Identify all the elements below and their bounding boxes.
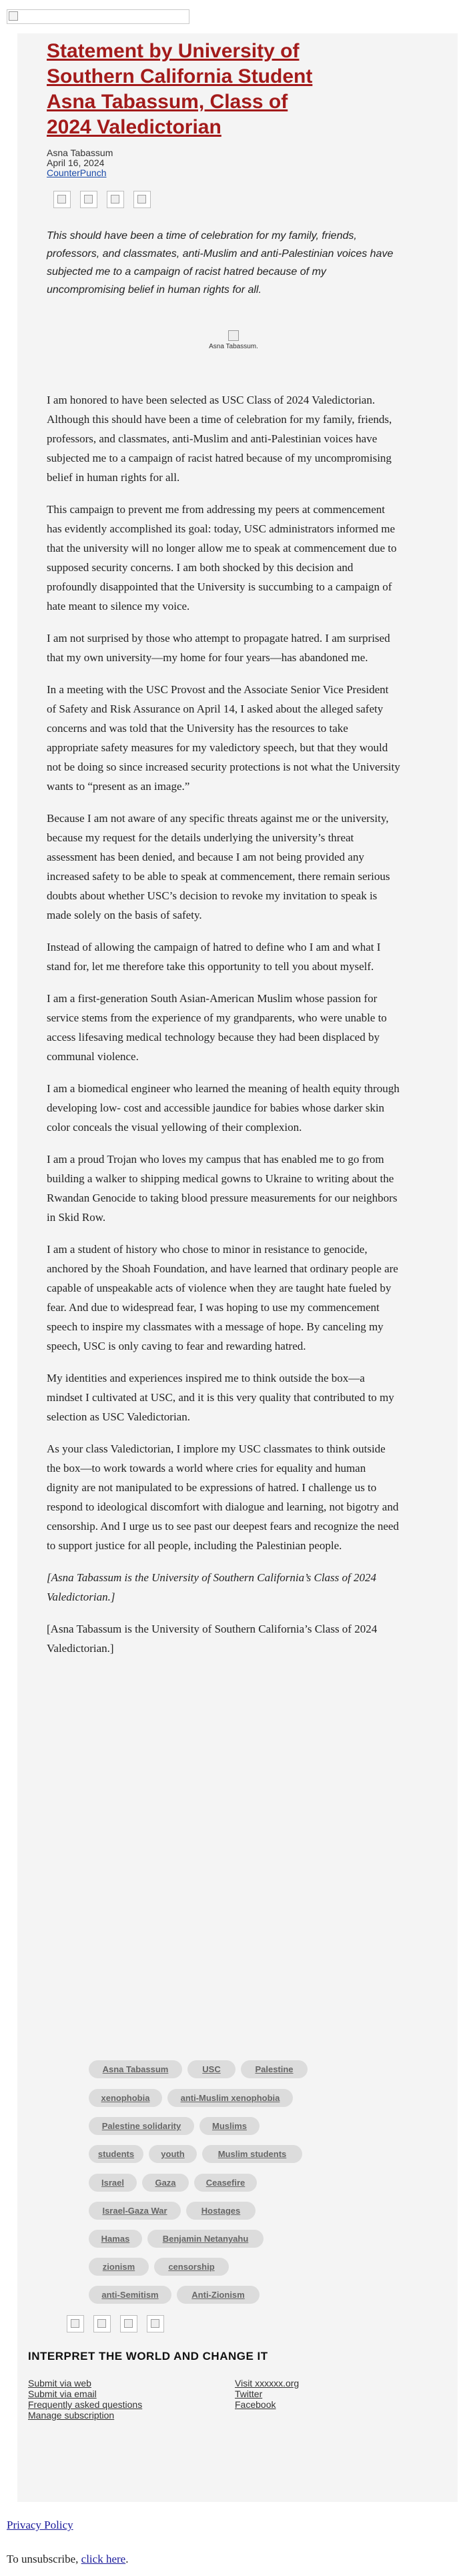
tag[interactable]: students [89, 2145, 143, 2163]
share-icon[interactable] [120, 2315, 137, 2332]
tag[interactable]: anti-Semitism [89, 2286, 171, 2304]
article-paragraph: Instead of allowing the campaign of hatred to define who I am and what I stand for, let me therefore take this opportunity to tell you about myself. [47, 941, 381, 973]
tag[interactable]: USC [187, 2060, 236, 2078]
tag[interactable]: Israel [89, 2174, 137, 2192]
article-title[interactable]: Statement by University of Southern California Student Asna Tabassum, Class of 2024 Valedictorian [47, 40, 313, 138]
privacy-policy-link[interactable]: Privacy Policy [7, 2519, 73, 2531]
header-image-placeholder [7, 9, 189, 24]
footer-links-right [235, 2378, 299, 2410]
twitter-link[interactable]: Twitter [235, 2389, 263, 2399]
tag[interactable]: Palestine [241, 2060, 308, 2078]
article-meta [47, 148, 113, 178]
tag[interactable]: Ceasefire [194, 2174, 257, 2192]
unsubscribe-text: To unsubscribe, [7, 2553, 79, 2565]
tag[interactable]: Anti-Zionism [177, 2286, 260, 2304]
article-paragraph: This campaign to prevent me from addressing my peers at commencement has evidently accomplished its goal: today, USC administrators informed me that the university will no longer allow me to speak at commencement due to supposed security concerns. I am both shocked by this decision and profoundly disappointed that the University is succumbing to a campaign of hate meant to silence my voice. [47, 503, 397, 612]
tag[interactable]: Benjamin Netanyahu [147, 2230, 264, 2248]
article-paragraph: I am not surprised by those who attempt to propagate hatred. I am surprised that my own university—my home for four years—has abandoned me. [47, 632, 390, 664]
faq-link[interactable]: Frequently asked questions [28, 2399, 143, 2410]
tag[interactable]: Hamas [89, 2230, 142, 2248]
figure-caption: Asna Tabassum. [209, 343, 258, 350]
visit-site-link[interactable]: Visit xxxxxx.org [235, 2378, 300, 2389]
tag[interactable]: youth [149, 2145, 197, 2163]
source-link[interactable]: CounterPunch [47, 167, 107, 178]
author-note: [Asna Tabassum is the University of Southern California’s Class of 2024 Valedictorian.] [47, 1623, 378, 1655]
article-paragraph: I am a biomedical engineer who learned the meaning of health equity through developing low- cost and accessible jaundice for babies whose darker skin color conceals the visual yellowing of their complexion. [47, 1082, 400, 1134]
share-icon[interactable] [67, 2315, 84, 2332]
share-icons-bottom [67, 2315, 164, 2332]
share-icon[interactable] [133, 191, 151, 208]
unsubscribe-line: To unsubscribe, click here. [7, 2553, 129, 2565]
article-paragraph: In a meeting with the USC Provost and the Associate Senior Vice President of Safety and Risk Assurance on April 14, I asked about the alleged safety concerns and was told that the University has the resources to take appropriate safety measures for my valedictory speech, but that they would not be doing so since increased security protections is not what the University wants to “present as an image.” [47, 683, 400, 793]
article-intro: This should have been a time of celebration for my family, friends, professors, and classmates, anti-Muslim and anti-Palestinian voices have subjected me to a campaign of racist hatred because of my uncompromising belief in human rights for all. [47, 230, 394, 296]
article-paragraph: I am a student of history who chose to minor in resistance to genocide, anchored by the Shoah Foundation, and have learned that ordinary people are capable of unspeakable acts of violence when they are taught hate fueled by fear. And due to widespread fear, I was hoping to use my commencement speech to inspire my classmates with a message of hope. By canceling my speech, USC is only caving to fear and rewarding hatred. [47, 1243, 398, 1352]
submit-web-link[interactable]: Submit via web [28, 2378, 91, 2389]
footer-links-left [28, 2378, 142, 2421]
author-photo-placeholder [228, 330, 239, 341]
share-icon[interactable] [107, 191, 124, 208]
share-icon[interactable] [93, 2315, 111, 2332]
author-name: Asna Tabassum [47, 147, 113, 158]
tag[interactable]: Hostages [186, 2202, 256, 2220]
tag[interactable]: censorship [154, 2258, 229, 2276]
tag[interactable]: xenophobia [89, 2089, 162, 2107]
tag[interactable]: Muslims [199, 2117, 260, 2135]
tag[interactable]: Israel-Gaza War [89, 2202, 181, 2220]
tag[interactable]: Gaza [142, 2174, 189, 2192]
article-paragraph: As your class Valedictorian, I implore my USC classmates to think outside the box—to work towards a world where cries for equality and human dignity are not manipulated to be expressions of hatred. I challenge us to respond to ideological discomfort with dialogue and learning, not bigotry and censorship. And I urge us to see past our deepest fears and recognize the need to support justice for all people, including the Palestinian people. [47, 1442, 399, 1552]
share-icon[interactable] [80, 191, 97, 208]
tag[interactable]: Palestine solidarity [89, 2117, 194, 2135]
tag[interactable]: anti-Muslim xenophobia [167, 2089, 293, 2107]
share-icons-top [53, 191, 151, 208]
article-paragraph: I am a proud Trojan who loves my campus that has enabled me to go from building a walker to shipping medical gowns to Ukraine to writing about the Rwandan Genocide to taking blood pressure measurements for our neighbors in Skid Row. [47, 1153, 398, 1224]
article-paragraph: My identities and experiences inspired me to think outside the box—a mindset I cultivated at USC, and it is this very quality that contributed to my selection as USC Valedictorian. [47, 1372, 394, 1423]
tag[interactable]: Muslim students [202, 2145, 302, 2163]
facebook-link[interactable]: Facebook [235, 2399, 276, 2410]
article-body [47, 390, 400, 1671]
article-paragraph: I am a first-generation South Asian-American Muslim whose passion for service stems from the experience of my grandparents, who were unable to access lifesaving medical technology because they had been displaced by communal violence. [47, 992, 387, 1063]
footer-heading: INTERPRET THE WORLD AND CHANGE IT [28, 2350, 268, 2363]
article-paragraph: Because I am not aware of any specific threats against me or the university, because my request for the details underlying the university’s threat assessment has been denied, and because I am not being provided any increased safety to be able to speak at commencement, there remain serious doubts about whether USC’s decision to revoke my invitation to speak is made solely on the basis of safety. [47, 812, 390, 921]
submit-email-link[interactable]: Submit via email [28, 2389, 97, 2399]
broken-image-icon [9, 11, 18, 21]
tag[interactable]: zionism [89, 2258, 149, 2276]
article-paragraph: I am honored to have been selected as USC Class of 2024 Valedictorian. Although this should have been a time of celebration for my family, friends, professors, and classmates, anti-Muslim and anti-Palestinian voices have subjected me to a campaign of racist hatred because of my uncompromising belief in human rights for all. [47, 394, 392, 484]
manage-subscription-link[interactable]: Manage subscription [28, 2410, 115, 2421]
unsubscribe-link[interactable]: click here [81, 2553, 126, 2565]
share-icon[interactable] [147, 2315, 164, 2332]
tag[interactable]: Asna Tabassum [89, 2060, 182, 2078]
author-figure [180, 330, 287, 350]
author-note-italic: [Asna Tabassum is the University of Southern California’s Class of 2024 Valedictorian.] [47, 1571, 376, 1603]
share-icon[interactable] [53, 191, 71, 208]
publish-date: April 16, 2024 [47, 157, 105, 168]
